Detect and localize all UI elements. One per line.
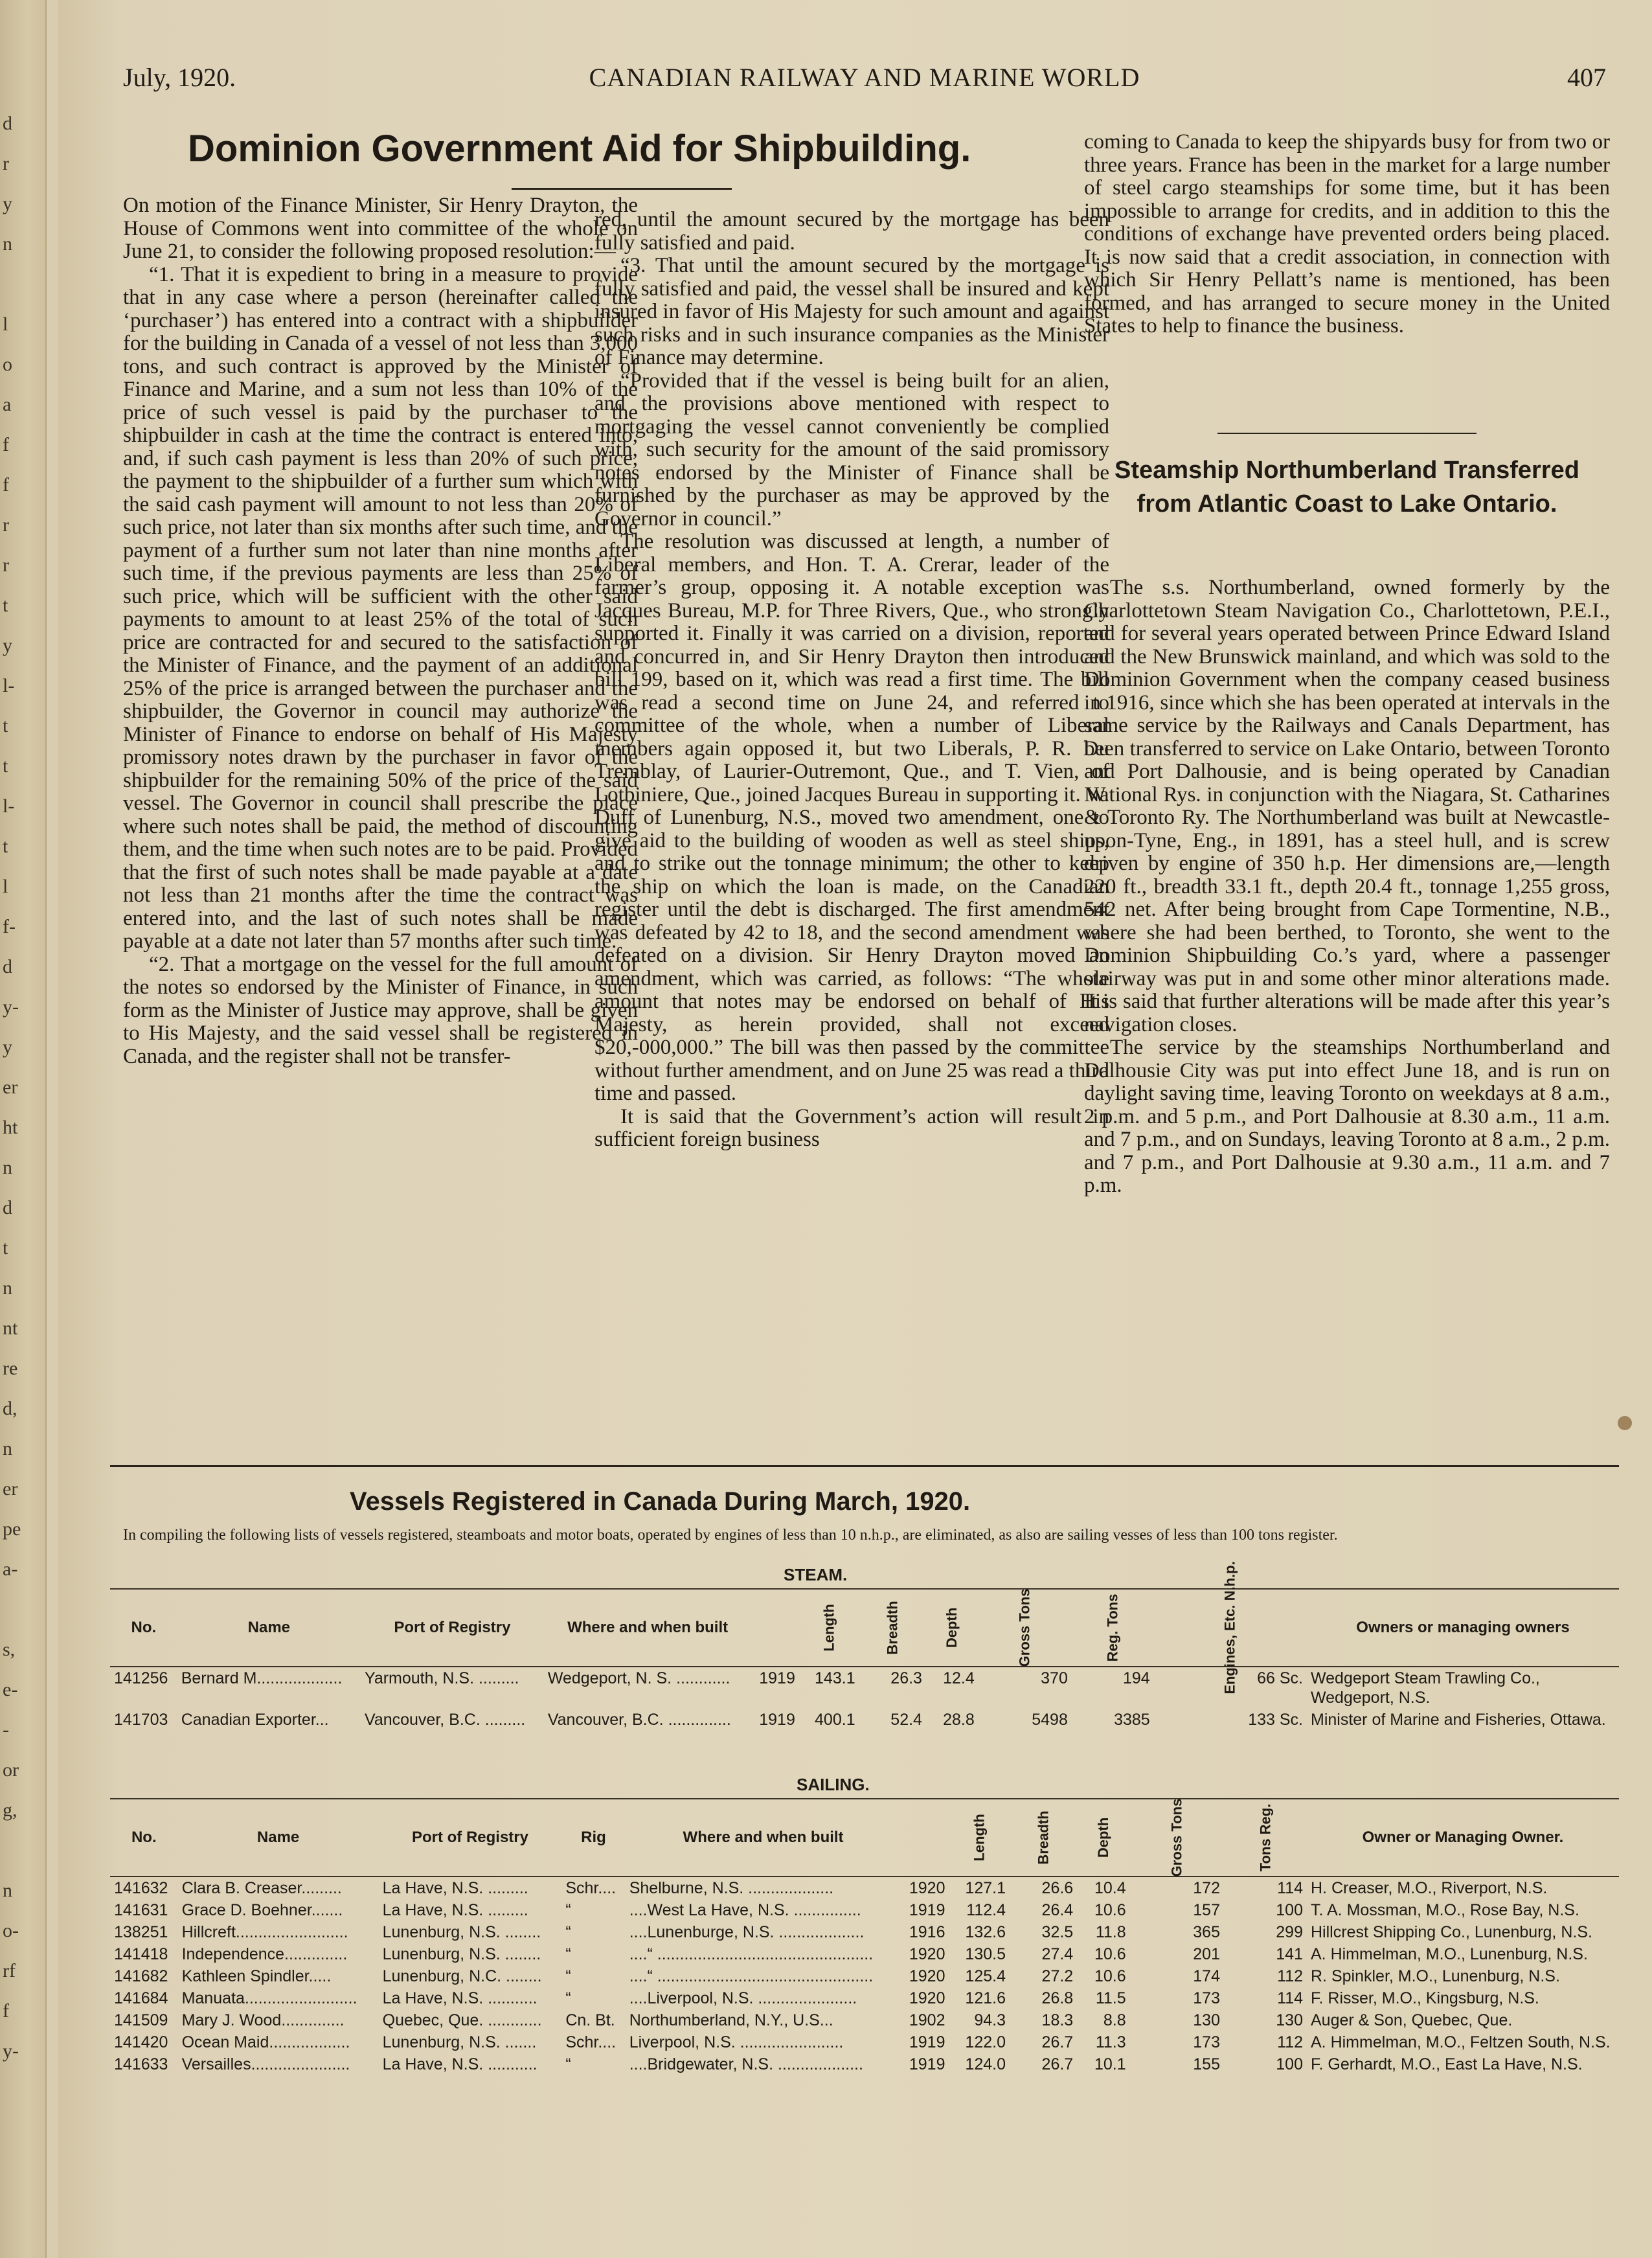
table-cell: Lunenburg, N.S. ........ [382,1923,541,1941]
gutter-fragment: r [3,153,9,174]
column-header: Owners or managing owners [1307,1589,1619,1667]
issue-date: July, 1920. [123,63,236,92]
table-cell: 174 [1193,1967,1220,1985]
table-cell: 26.3 [890,1669,922,1687]
paragraph: It is said that the Government’s action will result in sufficient foreign business [594,1104,1109,1151]
column-header-label: Breadth [1035,1810,1052,1865]
table-cell: 114 [1277,1879,1303,1897]
table-cell: 141 [1276,1945,1303,1963]
table-cell: 10.6 [1094,1901,1126,1919]
section-divider [110,1465,1619,1467]
table-cell: Wedgeport Steam Trawling Co., Wedgeport, N.S. [1311,1669,1540,1707]
table-cell: “ [565,1923,571,1941]
table-cell: 52.4 [890,1711,922,1729]
article-column-3 [1084,131,1610,338]
gutter-fragment: a- [3,1558,18,1580]
table-row [110,1899,1619,1921]
table-cell: 1919 [909,2033,945,2051]
table-cell: 143.1 [815,1669,855,1687]
table-cell: 173 [1193,1989,1220,2007]
table-cell: 12.4 [943,1669,975,1687]
gutter-fragment: l [3,876,8,897]
table-cell: 10.4 [1094,1879,1126,1897]
table-cell: 127.1 [965,1879,1006,1897]
table-cell: Northumberland, N.Y., U.S... [629,2011,833,2029]
paragraph: “1. That it is expedient to bring in a measure to provide that in any case where a person (hereinafter called the ‘purchaser’) has entered into a contract with a shipbuilder for the building in Canada of a vessel of not less than 3,000 tons, and such contract is approved by the Minister of Finance and Marine, and a sum not less than 10% of the price of such vessel is paid by the purchaser to the shipbuilder in cash at the time the contract is entered into, and, if such cash payment is less than 20% of such price, the payment to the shipbuilder of a further sum which with the said cash payment will amount to not less than 20% of such price, not later than six months after such time, and the payment of a further sum not later than nine months after such time, if the previous payments are less than 25% of such price, which will be sufficient with the other said payments to amount to at least 25% of the total of such price are contracted for and secured to the satisfaction of the Minister of Finance, and the payment of an additional 25% of the price is arranged between the purchaser and the shipbuilder, the Governor in council may authorize the Minister of Finance to endorse on behalf of His Majesty promissory notes drawn by the purchaser in favor of the shipbuilder for the remaining 50% of the price of the said vessel. The Governor in council shall prescribe the place where such notes shall be paid, the method of discounting them, and the time when such notes are to be paid. Provided that the first of such notes shall be made payable at a date not less than 21 months after the time the contract was entered into, and the last of such notes shall be made payable at a date not later than 57 months after such time. [123,262,638,953]
gutter-fragment: t [3,595,8,616]
table-cell: Clara B. Creaser......... [181,1879,342,1897]
table-cell: Versailles...................... [181,2055,350,2073]
table-row [110,1876,1619,1899]
table-cell: 173 [1193,2033,1220,2051]
table-cell: 26.8 [1041,1989,1074,2007]
gutter-fragment: t [3,1237,8,1259]
table-cell: 141684 [114,1989,168,2007]
table-title: Vessels Registered in Canada During March, 1920. [350,1487,971,1516]
gutter-fragment: d, [3,1398,17,1419]
northumberland-column [1084,576,1610,1198]
table-cell: H. Creaser, M.O., Riverport, N.S. [1311,1879,1548,1897]
gutter-fragment: y- [3,996,19,1018]
table-cell: 132.6 [965,1923,1006,1941]
gutter-fragment: d [3,956,12,977]
table-cell: La Have, N.S. ........... [382,1989,537,2007]
table-cell: A. Himmelman, M.O., Lunenburg, N.S. [1311,1945,1588,1963]
table-cell: 130.5 [965,1945,1006,1963]
table-cell: ....Liverpool, N.S. ...................... [629,1989,857,2007]
section-rule [1217,433,1477,434]
gutter-fragment [3,1590,35,1630]
table-row [110,1987,1619,2009]
column-header [901,1799,949,1876]
table-cell: Vancouver, B.C. .............. [547,1711,731,1729]
column-header: Owner or Managing Owner. [1307,1799,1619,1876]
table-cell: 141633 [114,2055,168,2073]
column-header [1224,1799,1307,1876]
table-cell: 400.1 [815,1711,855,1729]
table-cell: 26.7 [1041,2033,1074,2051]
sailing-vessels-table [110,1798,1619,2075]
journal-title: CANADIAN RAILWAY AND MARINE WORLD [589,63,1140,92]
gutter-fragment: l- [3,795,15,817]
column-header: Rig [561,1799,625,1876]
gutter-fragment: t [3,836,8,857]
steam-label: STEAM. [784,1565,848,1584]
article-headline: Dominion Government Aid for Shipbuilding. [188,128,971,170]
gutter-fragment: n [3,233,12,255]
article-column-1 [123,194,638,1068]
headline-rule [512,188,732,190]
magazine-page [58,0,1652,2258]
paragraph: “Provided that if the vessel is being built for an alien, and the provisions above mentioned with respect to mortgaging the vessel cannot conveniently be complied with, such security for the amount of the said promissory notes endorsed by the Minister of Finance shall be furnished by the purchaser as may be approved by the Governor in council.” [594,369,1109,530]
gutter-fragment: ht [3,1117,18,1138]
gutter-fragment: er [3,1077,18,1098]
gutter-fragment: f [3,2000,9,2022]
table-cell: “ [565,1967,571,1985]
gutter-fragment: d [3,113,12,134]
table-cell: 32.5 [1041,1923,1074,1941]
table-cell: 172 [1193,1879,1220,1897]
sailing-label: SAILING. [797,1775,870,1794]
table-cell: 112 [1277,1967,1303,1985]
table-cell: ....Bridgewater, N.S. ................... [629,2055,863,2073]
table-cell: 27.2 [1041,1967,1074,1985]
gutter-fragment: nt [3,1317,18,1339]
table-cell: 66 Sc. [1257,1669,1303,1687]
table-intro: In compiling the following lists of vessels registered, steamboats and motor boats, operated by engines of less than 10 n.h.p., are eliminated, as also are sailing vesses of less than 100 tons register. [123,1527,1338,1544]
gutter-fragment: re [3,1358,18,1379]
paragraph: red, until the amount secured by the mortgage has been fully satisfied and paid. [594,208,1109,255]
gutter-fragment: f [3,474,9,496]
table-header-row [110,1799,1619,1876]
table-cell: Kathleen Spindler..... [181,1967,332,1985]
steam-vessels-table [110,1561,1619,1731]
column-header-label: Gross Tons [1168,1798,1185,1877]
table-cell: 130 [1193,2011,1220,2029]
table-cell: Yarmouth, N.S. ......... [365,1669,519,1687]
table-cell: 11.8 [1095,1923,1126,1941]
table-cell: “ [565,1901,571,1919]
gutter-fragment: n [3,1438,12,1459]
column-header-label: Depth [1094,1817,1111,1858]
column-header-label: Length [820,1604,837,1652]
table-cell: 94.3 [974,2011,1006,2029]
table-cell: 141256 [114,1669,168,1687]
table-cell: Lunenburg, N.C. ........ [382,1967,542,1985]
table-cell: Wedgeport, N. S. ............ [547,1669,730,1687]
table-cell: F. Gerhardt, M.O., East La Have, N.S. [1311,2055,1583,2073]
column-header: Port of Registry [379,1799,562,1876]
table-cell: “ [565,2055,571,2073]
page-number: 407 [1567,63,1606,92]
table-cell: 10.1 [1094,2055,1126,2073]
column-header: Port of Registry [361,1589,544,1667]
table-cell: La Have, N.S. ........... [382,2055,537,2073]
table-cell: 299 [1276,1923,1303,1941]
article-column-2 [594,209,1109,1152]
gutter-fragment: t [3,715,8,736]
table-cell: 1916 [909,1923,945,1941]
article-headline-northumberland: Steamship Northumberland Transferred from Atlantic Coast to Lake Ontario. [1115,457,1579,518]
table-cell: 114 [1277,1989,1303,2007]
table-cell: 138251 [114,1923,168,1941]
table-cell: 5498 [1032,1711,1068,1729]
table-cell: 1919 [909,2055,945,2073]
table-row [110,2031,1619,2053]
table-cell: 18.3 [1041,2011,1074,2029]
table-cell: 141420 [114,2033,168,2051]
table-row [110,1965,1619,1987]
gutter-fragment: - [3,1719,9,1740]
table-cell: 1920 [909,1945,945,1963]
gutter-fragment: f- [3,916,16,937]
gutter-fragment: y [3,635,12,656]
table-cell: 28.8 [943,1711,975,1729]
table-cell: 141418 [114,1945,168,1963]
paragraph: The s.s. Northumberland, owned formerly by the Charlottetown Steam Navigation Co., Charlottetown, P.E.I., and for several years operated between Prince Edward Island and the New Brunswick mainland, and which was sold to the Dominion Government when the company ceased business in 1916, since which she has been operated at intervals in the same service by the Railways and Canals Department, has been transferred to service on Lake Ontario, between Toronto and Port Dalhousie, and is being operated by Canadian National Rys. in conjunction with the Niagara, St. Catharines & Toronto Ry. The Northumberland was built at Newcastle-upon-Tyne, Eng., in 1891, has a steel hull, and is screw driven by engine of 350 h.p. Her dimensions are,—length 220 ft., breadth 33.1 ft., depth 20.4 ft., tonnage 1,255 gross, 542 net. After being brought from Cape Tormentine, N.B., where she had been berthed, to Toronto, she went to the Dominion Shipbuilding Co.’s yard, where a passenger stairway was put in and some other minor alterations made. It is said that further alterations will be made after this year’s navigation closes. [1084,576,1610,1036]
table-cell: 11.3 [1095,2033,1126,2051]
table-cell: ....“ ................................................ [629,1967,874,1985]
gutter-fragment: er [3,1478,18,1500]
table-cell: Lunenburg, N.S. ........ [382,1945,541,1963]
paragraph: The service by the steamships Northumberland and Dalhousie City was put into effect June 18, and is run on daylight saving time, leaving Toronto on weekdays at 8 a.m., 2 p.m. and 5 p.m., and Port Dalhousie at 8.30 a.m., 11 a.m. and 7 p.m., and on Sundays, leaving Toronto at 8 a.m., 2 p.m. and 7 p.m., and Port Dalhousie at 9.30 a.m., 11 a.m. and 7 p.m. [1084,1036,1610,1197]
column-header-label: Depth [944,1607,960,1648]
table-cell: 27.4 [1041,1945,1074,1963]
table-cell: 1919 [759,1711,795,1729]
table-row [110,2009,1619,2031]
gutter-fragment: y- [3,2040,19,2062]
gutter-fragment: e- [3,1679,18,1700]
table-cell: 130 [1276,2011,1303,2029]
table-cell: 141632 [114,1879,168,1897]
table-cell: Liverpool, N.S. ....................... [629,2033,844,2051]
column-header: Name [178,1799,379,1876]
gutter-fragment: d [3,1197,12,1218]
table-cell: 125.4 [965,1967,1006,1985]
gutter-fragment: r [3,554,9,576]
table-cell: Canadian Exporter... [181,1711,329,1729]
gutter-fragment: n [3,1880,12,1901]
table-cell: Quebec, Que. ............ [382,2011,542,2029]
table-cell: 112.4 [966,1901,1006,1919]
table-cell: T. A. Mossman, M.O., Rose Bay, N.S. [1311,1901,1579,1919]
table-cell: “ [565,1989,571,2007]
adjacent-page-fragments [3,104,35,2071]
column-header [799,1589,859,1667]
table-cell: 370 [1041,1669,1068,1687]
running-header [123,62,1606,101]
table-cell: Grace D. Boehner....... [181,1901,343,1919]
table-cell: 157 [1193,1901,1220,1919]
table-cell: A. Himmelman, M.O., Feltzen South, N.S. [1311,2033,1611,2051]
table-cell: 141703 [114,1711,168,1729]
table-cell: Lunenburg, N.S. ....... [382,2033,537,2051]
column-header-label: Reg. Tons [1104,1593,1121,1662]
table-cell: Ocean Maid.................. [181,2033,350,2051]
table-cell: Auger & Son, Quebec, Que. [1311,2011,1513,2029]
table-cell: R. Spinkler, M.O., Lunenburg, N.S. [1311,1967,1560,1985]
table-row [110,1709,1619,1731]
column-header [949,1799,1010,1876]
table-header-row [110,1589,1619,1667]
table-cell: “ [565,1945,571,1963]
table-cell: F. Risser, M.O., Kingsburg, N.S. [1311,1989,1539,2007]
column-header-label: Tons Reg. [1256,1803,1273,1872]
gutter-fragment: y [3,1036,12,1058]
column-header [859,1589,926,1667]
table-cell: 201 [1193,1945,1220,1963]
table-cell: 121.6 [965,1989,1006,2007]
gutter-fragment: o [3,354,12,375]
table-cell: ....Lunenburge, N.S. ................... [629,1923,865,1941]
table-cell: 122.0 [965,2033,1006,2051]
table-cell: Shelburne, N.S. ................... [629,1879,834,1897]
table-cell: La Have, N.S. ......... [382,1879,528,1897]
column-header: No. [110,1589,177,1667]
table-cell: 100 [1276,2055,1303,2073]
table-cell: 8.8 [1103,2011,1126,2029]
table-cell: Cn. Bt. [565,2011,615,2029]
gutter-fragment: y [3,193,12,214]
ink-spot [1618,1416,1632,1430]
paragraph: The resolution was discussed at length, a number of Liberal members, and Hon. T. A. Crerar, leader of the farmer’s group, opposing it. A notable exception was Jacques Bureau, M.P. for Three Rivers, Que., who strongly supported it. Finally it was carried on a division, reported and concurred in, and Sir Henry Drayton then introduced bill 199, based on it, which was read a first time. The bill was read a second time on June 24, and referred to committee of the whole, when a number of Liberal members again opposed it, but two Liberals, P. R. Du Tremblay, of Laurier-Outremont, Que., and T. Vien, of Lotbiniere, Que., joined Jacques Bureau in supporting it. W. Duff of Lunenburg, N.S., moved two amendment, one to give aid to the building of wooden as well as steel ships, and to strike out the tonnage minimum; the other to keep the ship on which the loan is made, on the Canadian register until the debt is discharged. The first amendment was defeated by 42 to 18, and the second amendment was defeated on a division. Sir Henry Drayton moved an amendment, which was carried, as follows: “The whole amount that notes may be endorsed on behalf of His Majesty, as herein provided, shall not exceed $20,-000,000.” The bill was then passed by the committee without further amendment, and on June 25 was read a third time and passed. [594,530,1109,1105]
column-header: Where and when built [626,1799,901,1876]
table-cell: 100 [1276,1901,1303,1919]
column-header [1010,1799,1077,1876]
binding-gutter [0,0,47,2258]
table-cell: 365 [1193,1923,1220,1941]
table-row [110,2053,1619,2075]
column-header-label: Gross Tons [1016,1588,1033,1667]
gutter-fragment: l- [3,675,15,696]
table-cell: Mary J. Wood.............. [181,2011,345,2029]
table-cell: 133 Sc. [1248,1711,1303,1729]
column-header-label: Breadth [884,1601,901,1655]
gutter-fragment: g, [3,1799,17,1821]
table-cell: 10.6 [1094,1945,1126,1963]
table-cell: 141631 [114,1901,168,1919]
table-row [110,1921,1619,1943]
column-header-label: Engines, Etc. N.h.p. [1221,1561,1238,1694]
table-cell: 1920 [909,1989,945,2007]
column-header: Name [177,1589,361,1667]
table-cell: 155 [1193,2055,1220,2073]
table-cell: Bernard M................... [181,1669,343,1687]
table-cell: 26.7 [1041,2055,1074,2073]
table-cell: La Have, N.S. ......... [382,1901,528,1919]
table-cell: 112 [1277,2033,1303,2051]
table-cell: 141509 [114,2011,168,2029]
table-cell: 1920 [909,1879,945,1897]
table-cell: Manuata......................... [181,1989,357,2007]
table-cell: Schr.... [565,1879,617,1897]
gutter-fragment: o- [3,1920,19,1941]
table-cell: 26.6 [1041,1879,1074,1897]
table-row [110,1943,1619,1965]
gutter-fragment: f [3,434,9,455]
table-cell: 11.5 [1095,1989,1126,2007]
paragraph: “2. That a mortgage on the vessel for the full amount of the notes so endorsed by the Minister of Finance, in such form as the Minister of Justice may approve, shall be given to His Majesty, and the said vessel shall be registered in Canada, and the register shall not be transfer- [123,952,638,1068]
column-header [751,1589,798,1667]
gutter-fragment: a [3,394,12,415]
column-header [1077,1799,1129,1876]
table-cell: 3385 [1114,1711,1150,1729]
gutter-fragment [3,1830,35,1871]
table-cell: 1902 [909,2011,945,2029]
table-row [110,1667,1619,1709]
column-header: Where and when built [544,1589,752,1667]
table-cell: Vancouver, B.C. ......... [365,1711,526,1729]
gutter-fragment: n [3,1277,12,1299]
table-cell: Independence.............. [181,1945,348,1963]
gutter-fragment: n [3,1157,12,1178]
paragraph: coming to Canada to keep the shipyards busy for from two or three years. France has been in the market for a large number of steel cargo steamships for some time, but it has been impossible to arrange for credits, and in addition to this the conditions of exchange have prevented orders being placed. It is now said that a credit association, in connection with which Sir Henry Pellatt’s name is mentioned, has been formed, and has arranged to secure money in the United States to help to finance the business. [1084,130,1610,337]
table-cell: Schr.... [565,2033,617,2051]
table-cell: 141682 [114,1967,168,1985]
column-header [979,1589,1072,1667]
table-cell: Hillcrest Shipping Co., Lunenburg, N.S. [1311,1923,1592,1941]
table-cell: 10.6 [1094,1967,1126,1985]
gutter-fragment: rf [3,1960,16,1981]
gutter-fragment: or [3,1759,19,1781]
gutter-fragment [3,264,35,304]
gutter-fragment: r [3,514,9,536]
gutter-fragment: l [3,314,8,335]
gutter-fragment: t [3,755,8,777]
paragraph: “3. That until the amount secured by the mortgage is fully satisfied and paid, the vessel shall be insured and kept insured in favor of His Majesty for such amount and against such risks and in such insurance companies as the Minister of Finance may determine. [594,254,1109,369]
column-header: No. [110,1799,178,1876]
column-header [926,1589,979,1667]
table-cell: ....“ ................................................ [629,1945,874,1963]
gutter-fragment: s, [3,1639,16,1660]
table-cell: 1919 [909,1901,945,1919]
table-cell: Minister of Marine and Fisheries, Ottawa. [1311,1711,1606,1729]
table-cell: 26.4 [1041,1901,1074,1919]
column-header-label: Length [971,1814,988,1862]
table-cell: Hillcreft......................... [181,1923,348,1941]
column-header [1130,1799,1224,1876]
paragraph: On motion of the Finance Minister, Sir Henry Drayton, the House of Commons went into committee of the whole on June 21, to consider the following proposed resolution:— [123,194,638,263]
table-cell: 194 [1122,1669,1150,1687]
table-cell: 1919 [759,1669,795,1687]
column-header [1072,1589,1154,1667]
table-cell: 1920 [909,1967,945,1985]
table-cell: 124.0 [965,2055,1006,2073]
gutter-fragment: pe [3,1518,21,1540]
table-cell: ....West La Have, N.S. ............... [629,1901,861,1919]
